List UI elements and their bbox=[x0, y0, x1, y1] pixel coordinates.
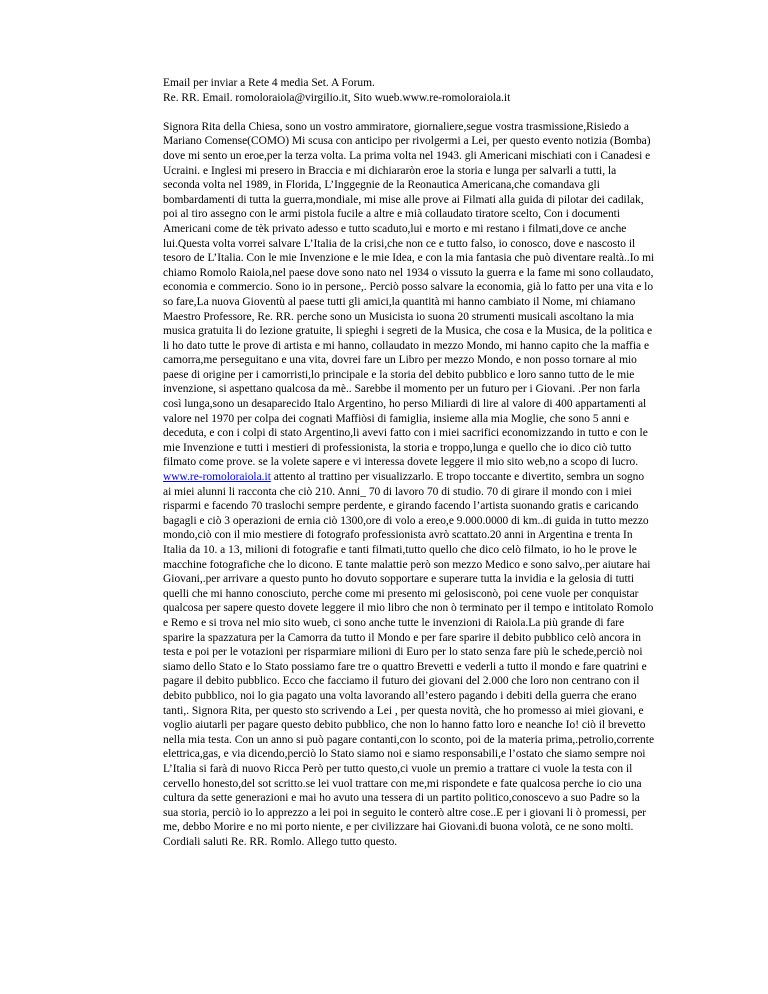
document-page bbox=[163, 76, 655, 849]
letter-text-part-2: attento al trattino per visualizzarlo. E tropo toccante e divertito, sembra un sogno ai miei alunni li racconta che ciò 210. Anni_ 70 di lavoro 70 di studio. 70 di girare il mondo con i miei risparmi e facendo 70 traslochi sempre perdente, e girando facendo l’artista suonando gratis e caricando bagagli e ciò 3 operazioni de ernia ciò 1300,ore di volo a ereo,e 9.000.0000 di km..di guida in tutto mezzo mondo,ciò con il mio mestiere di fotografo professionista avrò scattato.20 anni in Argentina e trenta In Italia da 10. a 13, milioni di fotografie e tanti filmati,tutto quello che dico celò filmato, io ho le prove le macchine fotografiche che lo dicono. E tante malattie però son mezzo Medico e sono salvo,.per aiutare hai Giovani,.per arrivare a questo punto ho dovuto sopportare e superare tutta la invidia e la gelosia di tutti quelli che mi hanno conosciuto, perche come mi presento mi gelosisconò, poi cene vuole per conquistar qualcosa per sapere questo dovete leggere il mio libro che non ò terminato per il tempo e intitolato Romolo e Remo e si trova nel mio sito wueb, ci sono anche tutte le invenzioni di Raiola.La più grande di fare sparire la spazzatura per la Camorra da tutto il Mondo e per fare sparire il debito pubblico celò ancora in testa e poi per le votazioni per risparmiare milioni di Euro per lo stato senza fare più le schede,perciò noi siamo dello Stato e lo Stato possiamo fare tre o quattro Brevetti e vederli a tutto il mondo e fare quatrini e pagare il debito pubblico. Ecco che facciamo il futuro dei giovani del 2.000 che loro non centrano con il debito pubblico, noi lo gia pagato una volta lavorando all’estero pagando i debiti della guerra che erano tanti,. Signora Rita, per questo sto scrivendo a Lei , per questa novità, che ho promesso ai miei giovani, e voglio aiutarli per pagare questo debito pubblico, che non lo hanno fatto loro e neanche Io! ciò il brevetto nella mia testa. Con un anno si può pagare contanti,con lo sconto, poi de la materia prima,.petrolio,corrente elettrica,gas, e via dicendo,perciò lo Stato siamo noi e siamo responsabili,e l’ostato che siamo sempre noi L’Italia si farà di nuovo Ricca Però per tutto questo,ci vuole un premio a trattare ci vuole la testa con il cervello honesto,del sot scritto.se lei vuol trattare con me,mi rispondete e fate qualcosa perche io cio una cultura da sette generazioni e mai ho avuto una tessera di un partito politico,conoscevo a suo Padre so la sua storia, perciò io lo apprezzo a lei poi in seguito le conterò altre cose..E per i giovani li ò promessi, per me, debbo Morire e no mi porto niente, e per civilizzare hai Giovani.di buona volotà, ce ne sono molti. Cordiali saluti Re. RR. Romlo. Allego tutto questo. bbox=[163, 471, 655, 848]
header-line-2: Re. RR. Email. romoloraiola@virgilio.it, Sito wueb.www.re-romoloraiola.it bbox=[163, 91, 511, 104]
email-header bbox=[163, 76, 655, 105]
website-link[interactable]: www.re-romoloraiola.it bbox=[163, 471, 271, 484]
paragraph-spacer bbox=[163, 105, 655, 120]
header-line-1: Email per inviar a Rete 4 media Set. A Forum. bbox=[163, 77, 375, 89]
letter-body bbox=[163, 120, 655, 850]
letter-paragraph bbox=[163, 120, 655, 850]
letter-text-part-1: Signora Rita della Chiesa, sono un vostro ammiratore, giornaliere,segue vostra trasmissione,Risiedo a Mariano Comense(COMO) Mi scusa con anticipo per rivolgermi a Lei, per questo evento notizia (Bomba) dove mi sento un eroe,per la terza volta. La prima volta nel 1943. gli Americani mischiati con i Canadesi e Ucraini. e Inglesi mi presero in Braccia e mi dichiararòn eroe la storia e lunga per salvarli a tutti, la seconda volta nel 1989, in Florida, L’Inggegnie de la Reonautica Americana,che comandava gli bombardamenti di tutta la guerra,mondiale, mi mise alle prove ai Filmati alla guida di pilotar dei cadilak, poi al tiro assegno con le armi pistola fucile a altre e mià collaudato tiratore scelto, Con i documenti Americani come de tèk privato adesso e tutto scaduto,lui e morto e mi restano i filmati,dove ce anche lui.Questa volta vorrei salvare L’Italia de la crisi,che non ce e tutto falso, io conosco, dove e nascosto il tesoro de L’Italia. Con le mie Invenzione e le mie Idea, e con la mia fantasia che può diventare realtà..Io mi chiamo Romolo Raiola,nel paese dove sono nato nel 1934 o vissuto la guerra e la fame mi sono collaudato, economia e commercio. Sono io in persone,. Perciò posso salvare la economia, già lo fatto per una vita e lo so fare,La nuova Gioventù al paese tutti gli amici,la quantità mi hanno cambiato il Nome, mi chiamano Maestro Professore, Re. RR. perche sono un Musicista io suona 20 strumenti musicali ascoltano la mia musica gratuita li do lezione gratuite, li spieghi i segreti de la Musica, che cosa e la Musica, de la politica e li ho dato tutte le prove di artista e mi hanno, collaudato in mezzo Mondo, mi hanno capito che la maffia e camorra,me perseguitano e una vita, dovrei fare un Libro per mezzo Mondo, e non posso tornare al mio paese di origine per i camorristi,lo principale e la storia del debito pubblico e loro sanno tutto de le mie invenzione, si aspettano qualcosa da mè.. Sarebbe il momento per un futuro per i Giovani. .Per non farla così lunga,sono un desaparecido Italo Argentino, ho perso Miliardi di lire al valore di 400 appartamenti al valore nel 1970 per colpa dei cognati Maffiòsi di famiglia, insieme alla mia Moglie, che sono 5 anni e deceduta, e con i colpi di stato Argentino,li avevi fatto con i miei sacrifici economizzando in tutto e con le mie Invenzione e tutti i mestieri di professionista, la storia e troppo,lunga e quello che io dico ciò tutto filmato come prove. se la volete sapere e vi interessa dovete leggere il mio sito web,no a scopo di lucro. bbox=[163, 120, 655, 469]
